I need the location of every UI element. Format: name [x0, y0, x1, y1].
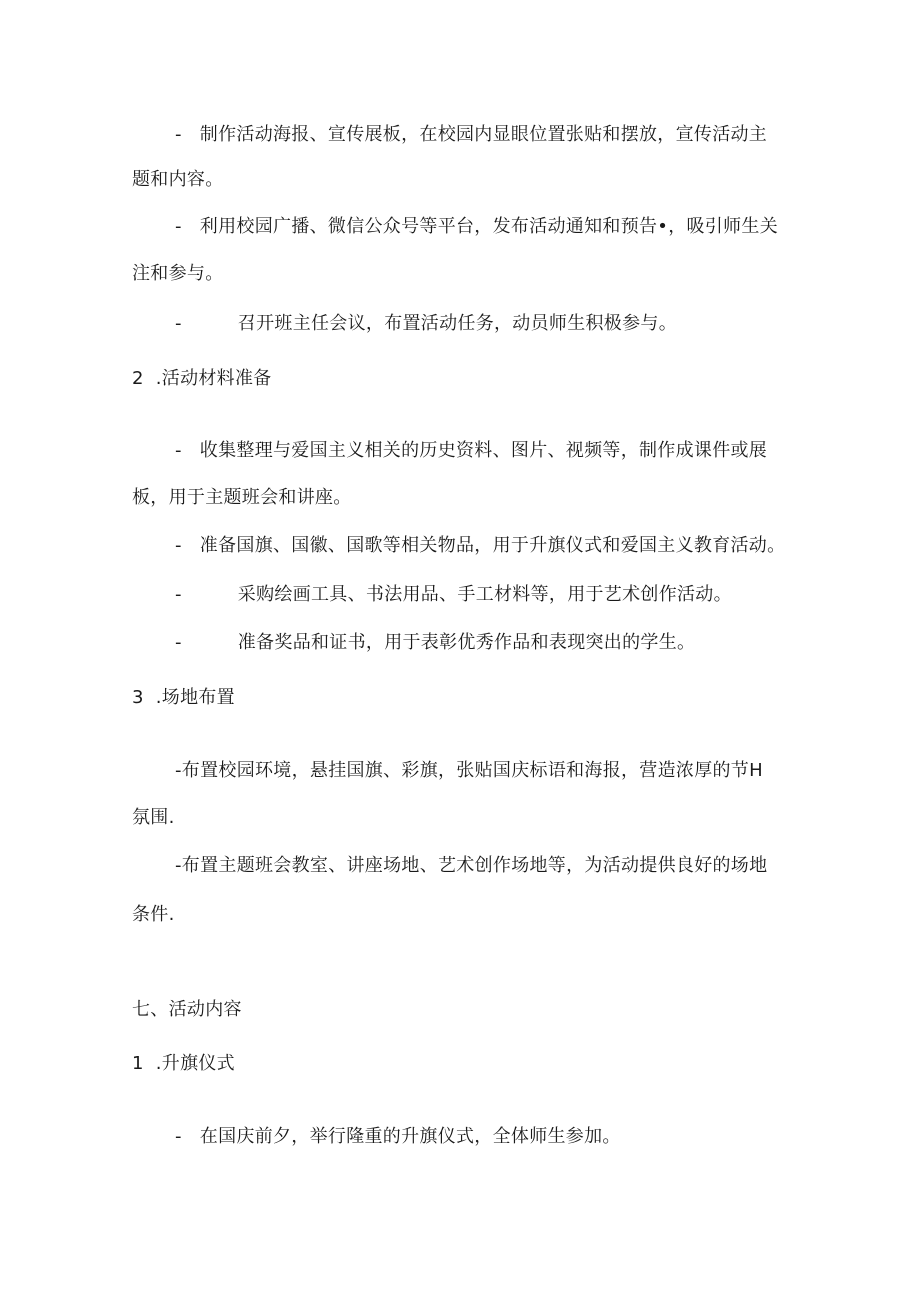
- bullet-flag-items: [175, 535, 785, 557]
- bullet-meeting: [175, 313, 677, 335]
- bullet-text: 制作活动海报、宣传展板，在校园内显眼位置张贴和摆放，宣传活动主: [199, 124, 768, 145]
- bullet-text: 利用校园广播、微信公众号等平台，发布活动通知和预告•，吸引师生关: [199, 216, 779, 237]
- bullet-poster-line1: [175, 124, 767, 146]
- bullet-text: 收集整理与爱国主义相关的历史资料、图片、视频等，制作成课件或展: [199, 440, 768, 461]
- bullet-dash: -: [175, 1126, 182, 1147]
- heading-number: 1: [132, 1053, 144, 1074]
- heading-title: .升旗仪式: [155, 1053, 235, 1074]
- bullet-dash: -: [175, 632, 182, 653]
- bullet-dash: -: [175, 216, 182, 237]
- bullet-campus-line1: -布置校园环境，悬挂国旗、彩旗，张贴国庆标语和海报，营造浓厚的节H: [175, 760, 763, 781]
- bullet-history-line2: 板，用于主题班会和讲座。: [132, 487, 352, 508]
- bullet-dash: -: [175, 440, 182, 461]
- bullet-prizes: [175, 632, 695, 654]
- bullet-ceremony: [175, 1126, 621, 1148]
- bullet-text: 准备国旗、国徽、国歌等相关物品，用于升旗仪式和爱国主义教育活动。: [199, 535, 786, 556]
- heading-title: .活动材料准备: [155, 368, 272, 389]
- section-title-content: 七、活动内容: [132, 999, 242, 1020]
- bullet-text: 准备奖品和证书，用于表彰优秀作品和表现突出的学生。: [237, 632, 696, 653]
- heading-venue: [132, 687, 235, 709]
- bullet-dash: -: [175, 313, 182, 334]
- bullet-history-line1: [175, 440, 767, 462]
- bullet-dash: -: [175, 584, 182, 605]
- heading-materials: [132, 368, 272, 390]
- bullet-text: 采购绘画工具、书法用品、手工材料等，用于艺术创作活动。: [237, 584, 732, 605]
- bullet-classroom-line2: 条件.: [132, 904, 175, 925]
- bullet-text: 在国庆前夕，举行隆重的升旗仪式，全体师生参加。: [199, 1126, 621, 1147]
- bullet-text: 召开班主任会议，布置活动任务，动员师生积极参与。: [237, 313, 677, 334]
- bullet-art-supplies: [175, 584, 732, 606]
- heading-number: 2: [132, 368, 144, 389]
- heading-number: 3: [132, 687, 144, 708]
- bullet-broadcast-line1: [175, 216, 778, 238]
- bullet-campus-line2: 氛围.: [132, 807, 175, 828]
- bullet-dash: -: [175, 535, 182, 556]
- bullet-dash: -: [175, 124, 182, 145]
- bullet-broadcast-line2: 注和参与。: [132, 263, 224, 284]
- heading-flag-ceremony: [132, 1053, 235, 1075]
- heading-title: .场地布置: [155, 687, 235, 708]
- bullet-classroom-line1: -布置主题班会教室、讲座场地、艺术创作场地等，为活动提供良好的场地: [175, 855, 768, 876]
- bullet-poster-line2: 题和内容。: [132, 169, 224, 190]
